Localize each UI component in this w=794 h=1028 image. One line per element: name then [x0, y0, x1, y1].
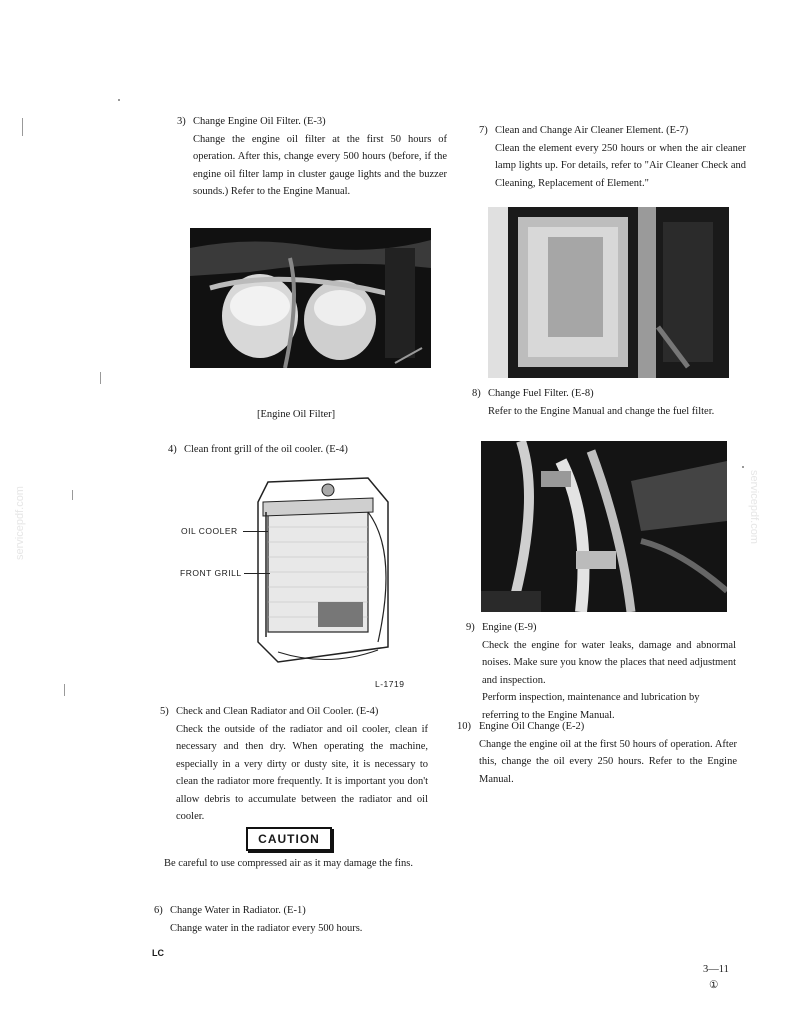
caution-label: CAUTION — [246, 827, 332, 851]
scan-speck — [100, 372, 101, 384]
figure-id: L-1719 — [375, 679, 405, 689]
scan-speck — [118, 99, 120, 101]
section-3-heading: Change Engine Oil Filter. (E-3) — [193, 116, 326, 127]
section-10-body: Change the engine oil at the first 50 hours of operation. After this, change the oil every 250 hours. Refer to the Engine Manual. — [479, 738, 737, 785]
section-6-heading: Change Water in Radiator. (E-1) — [170, 905, 306, 916]
revision-mark: ① — [709, 980, 719, 991]
label-oil-cooler: OIL COOLER — [181, 526, 238, 536]
section-7-number: 7) — [479, 125, 488, 136]
engine-oil-filter-photo — [190, 228, 431, 368]
section-7-heading: Clean and Change Air Cleaner Element. (E-7) — [495, 125, 689, 136]
scan-speck — [72, 490, 73, 500]
section-9 — [466, 619, 736, 724]
air-cleaner-photo — [488, 207, 729, 378]
section-8-body: Refer to the Engine Manual and change the fuel filter. — [488, 405, 715, 417]
section-6-body: Change water in the radiator every 500 hours. — [170, 922, 363, 934]
section-3 — [177, 113, 447, 201]
section-5-heading: Check and Clean Radiator and Oil Cooler. (E-4) — [176, 706, 379, 717]
section-4-number: 4) — [168, 444, 177, 455]
oil-cooler-diagram — [248, 472, 398, 672]
section-3-number: 3) — [177, 116, 186, 127]
section-5-body: Check the outside of the radiator and oil cooler, clean if necessary and then dry. When operating the machine, especially in a very dirty or dusty site, it is necessary to clean the radiator more frequently. It is important you don't allow debris to accumulate between the radiator and oil cooler. — [176, 723, 428, 822]
section-5 — [160, 703, 428, 826]
section-10-heading: Engine Oil Change (E-2) — [479, 721, 585, 732]
section-3-body: Change the engine oil filter at the first 50 hours of operation. After this, change every 500 hours (before, if the engine oil filter lamp in cluster gauge lights and the buzzer sounds.) Refer to the Engine Manual. — [193, 133, 447, 197]
fuel-filter-photo — [481, 441, 727, 612]
section-8-number: 8) — [472, 388, 481, 399]
section-9-body: Check the engine for water leaks, damage and abnormal noises. Make sure you know the places that need adjustment and inspection. — [482, 639, 736, 686]
section-4 — [168, 441, 444, 459]
section-9-heading: Engine (E-9) — [482, 622, 537, 633]
section-6 — [154, 902, 424, 937]
scan-speck — [742, 466, 744, 468]
section-7 — [479, 122, 746, 192]
leader-line-front-grill — [244, 573, 270, 574]
section-8-heading: Change Fuel Filter. (E-8) — [488, 388, 594, 399]
caution-text: Be careful to use compressed air as it may damage the fins. — [164, 858, 413, 869]
section-7-body: Clean the element every 250 hours or when the air cleaner lamp lights up. For details, refer to "Air Cleaner Check and Cleaning, Replacement of Element." — [495, 142, 746, 189]
section-10-number: 10) — [457, 721, 471, 732]
watermark-right: servicepdf.com — [748, 470, 760, 544]
scan-speck — [22, 118, 23, 136]
section-10 — [457, 718, 737, 788]
section-8 — [472, 385, 740, 420]
section-9-number: 9) — [466, 622, 475, 633]
leader-line-oil-cooler — [243, 531, 268, 532]
page-number: 3—11 — [703, 964, 729, 975]
label-front-grill: FRONT GRILL — [180, 568, 242, 578]
section-4-heading: Clean front grill of the oil cooler. (E-4) — [184, 444, 348, 455]
footer-code: LC — [152, 948, 164, 958]
section-6-number: 6) — [154, 905, 163, 916]
section-5-number: 5) — [160, 706, 169, 717]
watermark-left: servicepdf.com — [14, 486, 26, 560]
engine-oil-filter-caption: [Engine Oil Filter] — [257, 409, 336, 420]
section-9-body-2: Perform inspection, maintenance and lubrication by referring to the Engine Manual. — [482, 692, 700, 721]
scan-speck — [64, 684, 65, 696]
